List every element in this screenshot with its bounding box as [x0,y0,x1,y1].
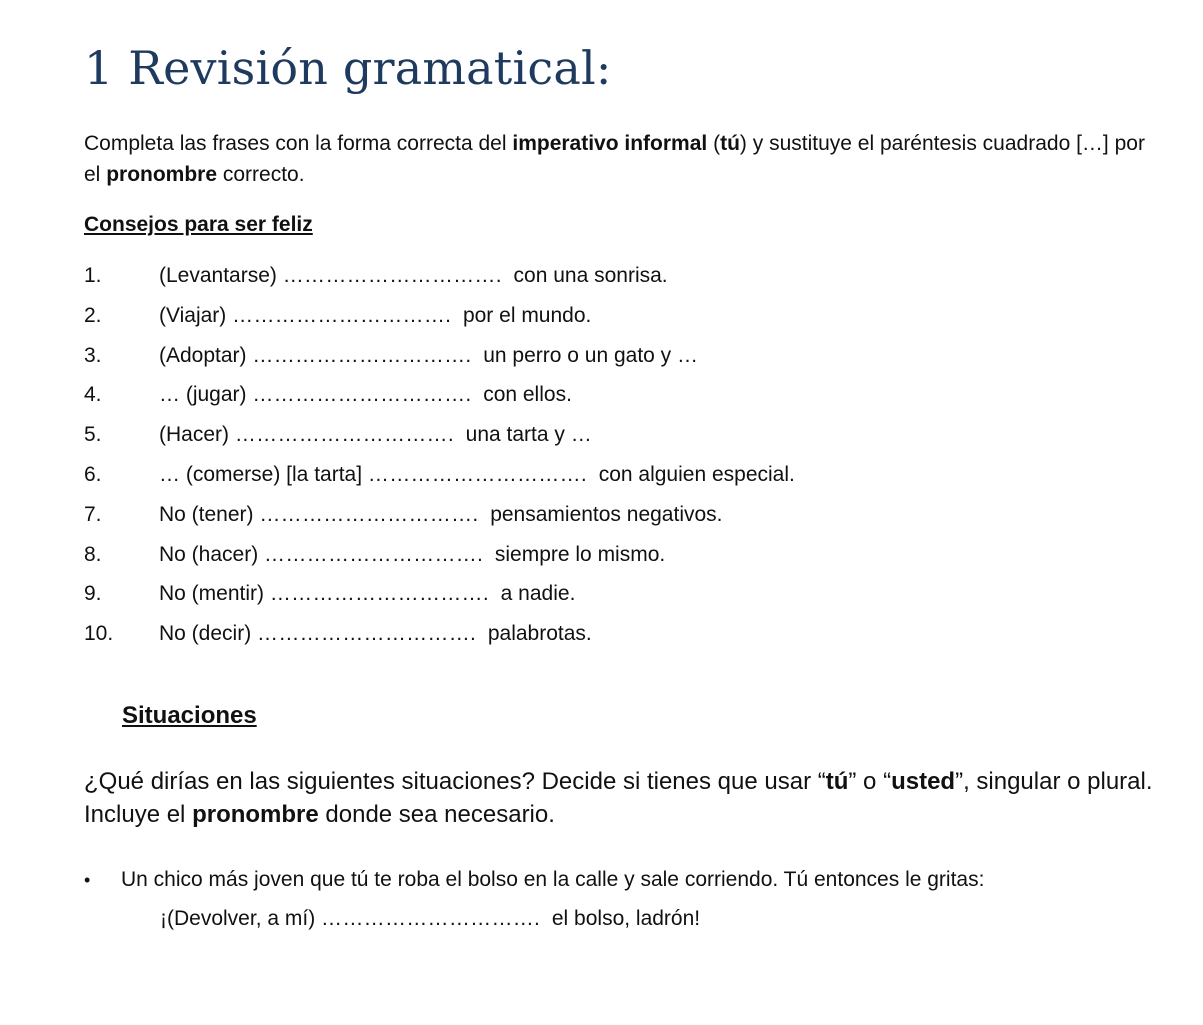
question-text: ”, singular o plural. Incluye el [84,768,1153,828]
exercise-item-9 [84,580,795,620]
item-prompt: (Hacer) [159,423,230,447]
answer-blank: …………………………. [264,542,484,566]
item-rest: por el mundo. [462,303,592,327]
item-number: 9. [84,582,102,606]
answer-blank: …………………………. [321,907,541,930]
item-rest: un perro o un gato y … [483,343,699,367]
answer-blank: …………………………. [257,622,477,646]
exercise-item-10 [84,620,795,660]
item-number: 5. [84,423,102,447]
question-bold-pronombre: pronombre [192,801,319,828]
exercise-item-1 [84,262,795,302]
situaciones-question [84,765,1174,831]
instructions-bold-imperativo: imperativo informal [512,132,708,155]
exercise-item-3 [84,342,795,382]
item-number: 7. [84,502,102,526]
exercise-item-6 [84,461,795,501]
situaciones-heading: Situaciones [122,702,257,729]
item-prompt: (Viajar) [159,303,227,327]
item-number: 8. [84,542,102,566]
item-prompt: … (comerse) [la tarta] [159,462,363,486]
item-rest: con ellos. [483,383,572,407]
item-prompt: No (hacer) [159,542,259,566]
instructions-bold-tu: tú [720,132,740,155]
item-number: 1. [84,264,102,287]
item-rest: con alguien especial. [598,462,795,486]
question-bold-usted: usted [891,768,956,795]
item-number: 4. [84,383,102,407]
instructions-text: ) y sustituye el paréntesis cuadrado […] por el [84,132,1145,186]
answer-blank: …………………………. [232,303,452,327]
instructions-text: ( [707,132,721,155]
item-number: 6. [84,462,102,486]
item-prompt: No (tener) [159,502,254,526]
item-rest: a nadie. [500,582,576,606]
item-prompt: No (mentir) [159,582,265,606]
item-rest: pensamientos negativos. [490,502,723,526]
instructions-text: Completa las frases con la forma correcta del [84,132,513,155]
exercise-item-8 [84,541,795,581]
question-text: ” o “ [848,768,892,795]
answer-blank: …………………………. [252,383,472,407]
item-rest: palabrotas. [487,622,592,646]
question-text: ¿Qué dirías en las siguientes situaciones? Decide si tienes que usar “ [84,768,826,795]
answer-prompt: ¡(Devolver, a mí) [160,907,316,930]
item-prompt: (Levantarse) [159,264,277,287]
exercise-item-4 [84,381,795,421]
item-number: 3. [84,343,102,367]
consejos-heading: Consejos para ser feliz [84,213,313,236]
answer-blank: …………………………. [259,502,479,526]
answer-blank: …………………………. [282,264,502,287]
scenario-answer-line [160,905,700,933]
item-prompt: … (jugar) [159,383,247,407]
instructions-paragraph [84,128,1164,190]
answer-rest: el bolso, ladrón! [551,907,701,930]
bullet-icon: • [84,870,91,890]
page-title: 1 Revisión gramatical: [84,41,612,95]
item-prompt: No (decir) [159,622,252,646]
exercise-item-5 [84,421,795,461]
instructions-text: correcto. [217,163,305,186]
answer-blank: …………………………. [234,423,454,447]
scenario-text: Un chico más joven que tú te roba el bolso en la calle y sale corriendo. Tú entonces le gritas: [121,868,985,891]
instructions-bold-pronombre: pronombre [106,163,218,186]
item-rest: una tarta y … [465,423,592,447]
answer-blank: …………………………. [269,582,489,606]
question-text: donde sea necesario. [318,801,555,828]
item-prompt: (Adoptar) [159,343,247,367]
answer-blank: …………………………. [252,343,472,367]
scenario-bullet-item [84,866,984,894]
item-rest: siempre lo mismo. [494,542,666,566]
exercise-item-7 [84,501,795,541]
item-number: 2. [84,303,102,327]
answer-blank: …………………………. [367,462,588,486]
exercise-list [84,262,795,660]
item-rest: con una sonrisa. [513,264,668,287]
item-number: 10. [84,622,114,646]
question-bold-tu: tú [825,768,849,795]
exercise-item-2 [84,302,795,342]
